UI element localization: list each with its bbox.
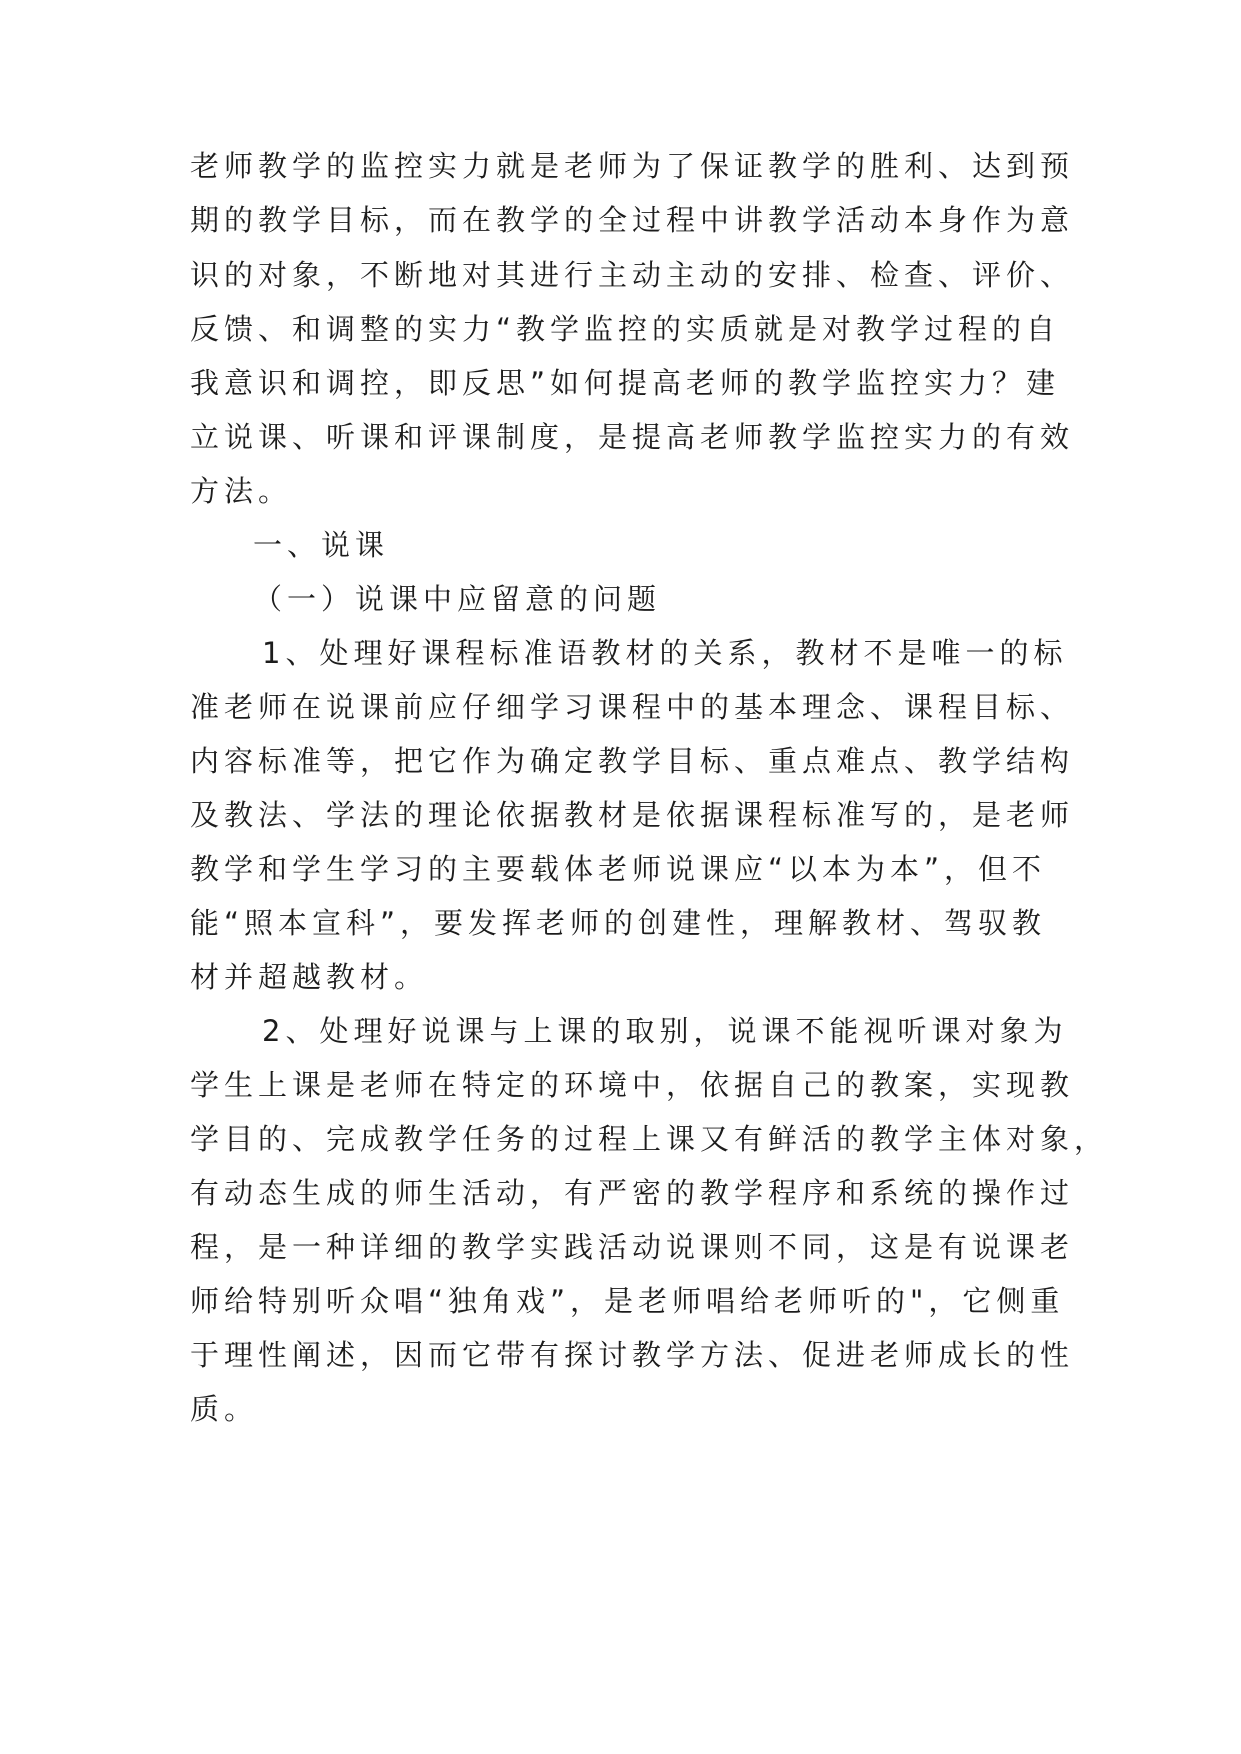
text-line: 我意识和调控，即反思”如何提高老师的教学监控实力？建	[190, 366, 1061, 400]
text-line: 教学和学生学习的主要载体老师说课应“以本为本”，但不	[190, 852, 1047, 886]
text-line: 反馈、和调整的实力“教学监控的实质就是对教学过程的自	[190, 312, 1061, 346]
text-line: 2、处理好说课与上课的取别，说课不能视听课对象为	[262, 1014, 1068, 1048]
text-line: 及教法、学法的理论依据教材是依据课程标准写的，是老师	[190, 798, 1075, 832]
text-line: 师给特别听众唱“独角戏”，是老师唱给老师听的"，它侧重	[190, 1284, 1065, 1318]
text-line: 期的教学目标，而在教学的全过程中讲教学活动本身作为意	[190, 203, 1075, 237]
section-heading: 一、说课	[253, 528, 390, 562]
subsection-heading: （一）说课中应留意的问题	[253, 582, 662, 616]
text-line: 内容标准等，把它作为确定教学目标、重点难点、教学结构	[190, 744, 1075, 778]
text-line: 质。	[190, 1392, 259, 1426]
text-line: 1、处理好课程标准语教材的关系，教材不是唯一的标	[262, 636, 1068, 670]
text-line: 有动态生成的师生活动，有严密的教学程序和系统的操作过	[190, 1176, 1075, 1210]
text-line: 程，是一种详细的教学实践活动说课则不同，这是有说课老	[190, 1230, 1075, 1264]
text-line: 立说课、听课和评课制度，是提高老师教学监控实力的有效	[190, 420, 1075, 454]
text-line: 材并超越教材。	[190, 960, 429, 994]
text-line: 识的对象，不断地对其进行主动主动的安排、检查、评价、	[190, 258, 1075, 292]
text-line: 准老师在说课前应仔细学习课程中的基本理念、课程目标、	[190, 690, 1075, 724]
text-line: 老师教学的监控实力就是老师为了保证教学的胜利、达到预	[190, 149, 1075, 183]
text-line: 学生上课是老师在特定的环境中，依据自己的教案，实现教	[190, 1068, 1075, 1102]
text-line: 于理性阐述，因而它带有探讨教学方法、促进老师成长的性	[190, 1338, 1075, 1372]
text-line: 方法。	[190, 474, 293, 508]
text-line: 学目的、完成教学任务的过程上课又有鲜活的教学主体对象，	[190, 1122, 1109, 1156]
text-line: 能“照本宣科”，要发挥老师的创建性，理解教材、驾驭教	[190, 906, 1047, 940]
